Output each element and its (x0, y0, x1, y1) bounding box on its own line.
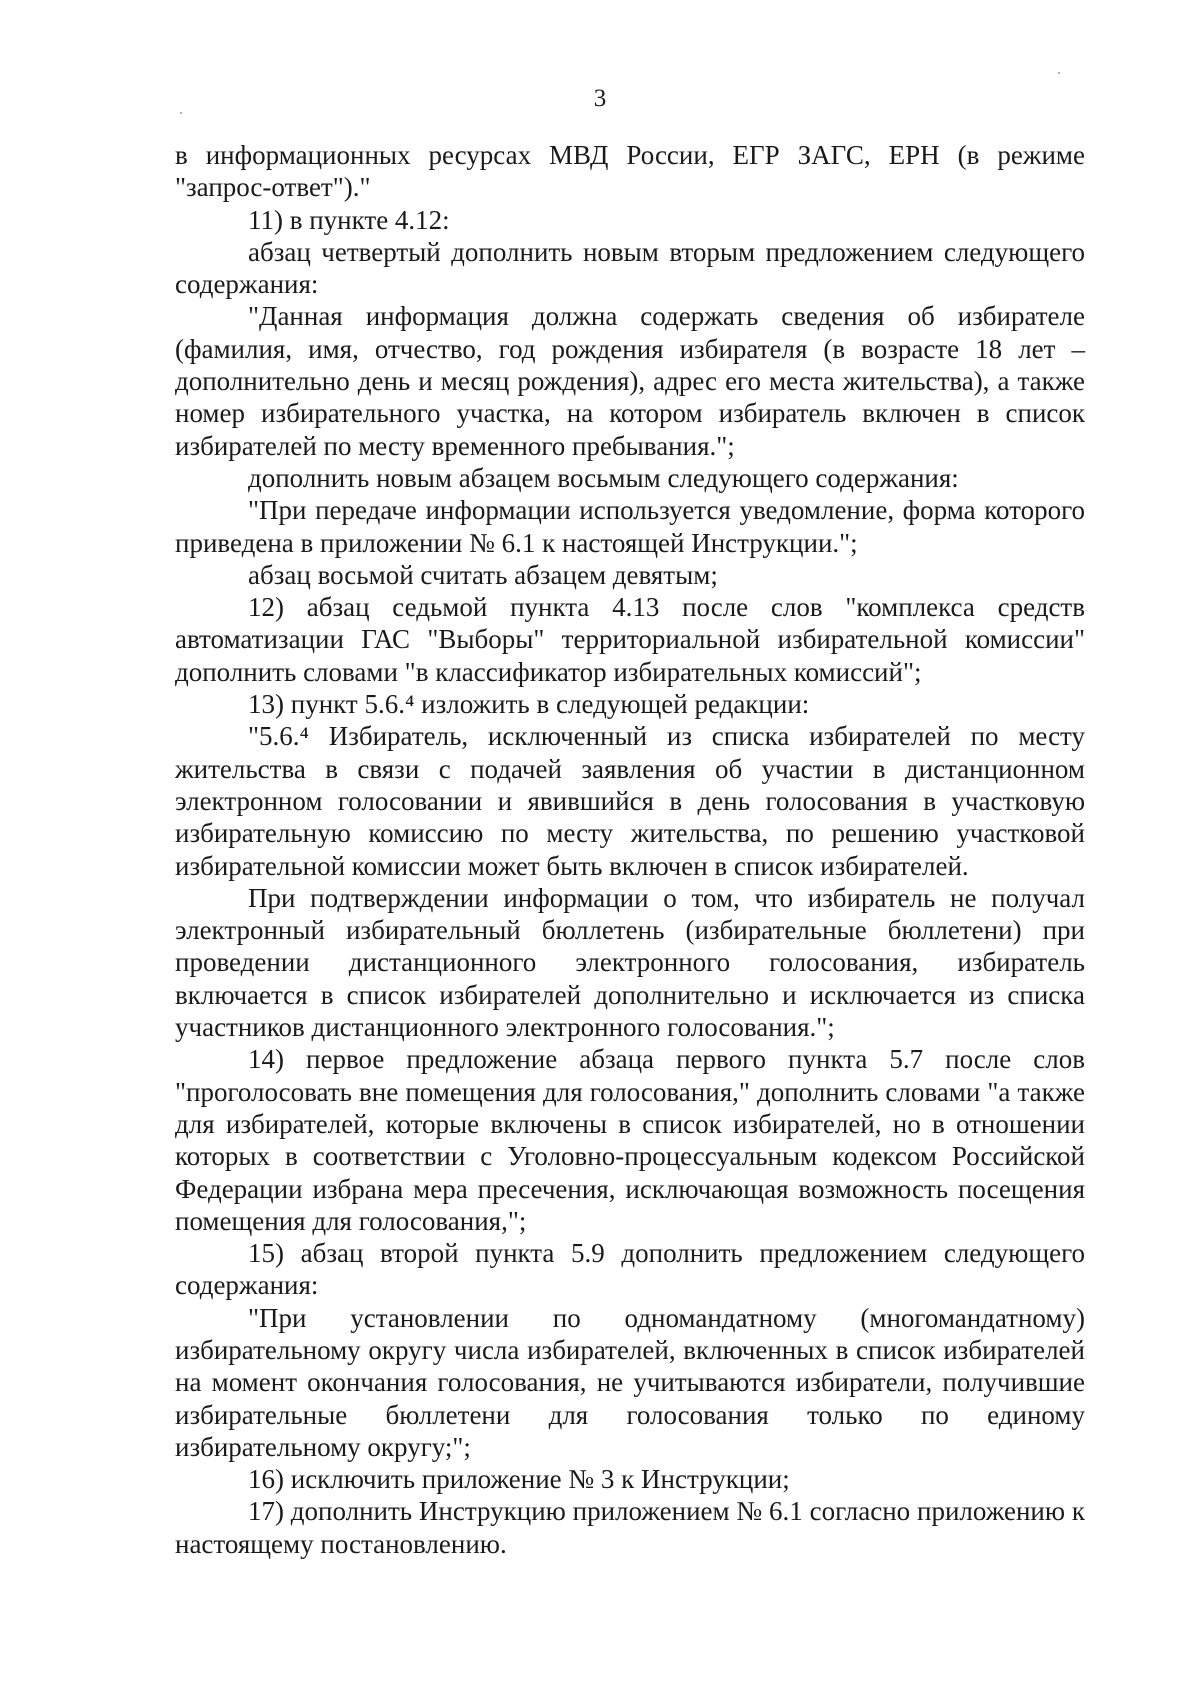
paragraph-item-14: 14) первое предложение абзаца первого пункта 5.7 после слов "проголосовать вне помещения для голосования," дополнить словами "а также для избирателей, которые включены в список избирателей, но в отношении которых в соответствии с Уголовно-процессуальным кодексом Российской Федерации избрана мера пресечения, исключающая возможность посещения помещения для голосования,"; (175, 1044, 1085, 1236)
paragraph-item-12: 12) абзац седьмой пункта 4.13 после слов "комплекса средств автоматизации ГАС "Выборы" территориальной избирательной комиссии" дополнить словами "в классификатор избирательных комиссий"; (175, 592, 1085, 687)
paragraph-item-15: 15) абзац второй пункта 5.9 дополнить предложением следующего содержания: (175, 1238, 1085, 1301)
page-number: 3 (593, 85, 607, 112)
scan-speck (180, 112, 182, 114)
document-body (175, 139, 1085, 1560)
scan-speck (1058, 72, 1060, 74)
paragraph-item-16: 16) исключить приложение № 3 к Инструкции; (248, 1464, 790, 1495)
paragraph-quote-mandate: "При установлении по одномандатному (многомандатному) избирательному округу числа избирателей, включенных в список избирателей на момент окончания голосования, не учитываются избиратели, получившие избирательные бюллетени для голосования только по единому избирательному округу;"; (175, 1302, 1085, 1462)
paragraph-quote-5-6-4: "5.6.⁴ Избиратель, исключенный из списка избирателей по месту жительства в связи с подачей заявления об участии в дистанционном электронном голосовании и явившийся в день голосования в участковую избирательную комиссию по месту жительства, по решению участковой избирательной комиссии может быть включен в список избирателей. (175, 721, 1085, 881)
paragraph-quote-voter-info: "Данная информация должна содержать сведения об избирателе (фамилия, имя, отчество, год рождения избирателя (в возрасте 18 лет – дополнительно день и месяц рождения), адрес его места жительства), а также номер избирательного участка, на котором избиратель включен в список избирателей по месту временного пребывания."; (175, 301, 1085, 461)
paragraph-confirmation: При подтверждении информации о том, что избиратель не получал электронный избирательный бюллетень (избирательные бюллетени) при проведении дистанционного электронного голосования, избиратель включается в список избирателей дополнительно и исключается из списка участников дистанционного электронного голосования."; (175, 882, 1085, 1043)
paragraph-renumber: абзац восьмой считать абзацем девятым; (248, 559, 718, 590)
paragraph-item-17: 17) дополнить Инструкцию приложением № 6.1 согласно приложению к настоящему постановлению. (175, 1496, 1085, 1559)
paragraph-item-11: 11) в пункте 4.12: (248, 204, 450, 235)
paragraph-quote-notification: "При передаче информации используется уведомление, форма которого приведена в приложении № 6.1 к настоящей Инструкции."; (175, 495, 1085, 558)
paragraph-item-13: 13) пункт 5.6.⁴ изложить в следующей редакции: (248, 689, 810, 720)
paragraph-add-eighth: дополнить новым абзацем восьмым следующего содержания: (248, 462, 959, 493)
paragraph-continuation: в информационных ресурсах МВД России, ЕГР ЗАГС, ЕРН (в режиме "запрос-ответ")." (175, 140, 1085, 203)
paragraph-amend-4-12: абзац четвертый дополнить новым вторым предложением следующего содержания: (175, 236, 1085, 300)
